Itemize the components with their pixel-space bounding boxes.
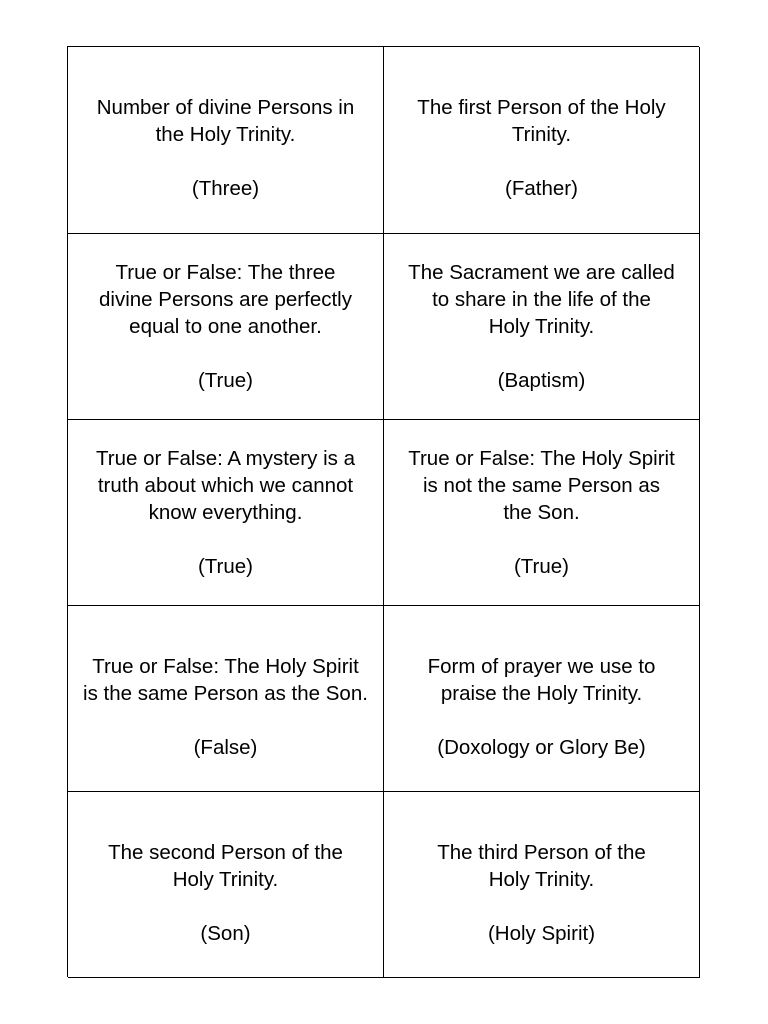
card-question: True or False: The Holy Spirit is not the same Person as the Son. (408, 447, 675, 524)
card-answer: (Father) (505, 177, 578, 200)
card-answer: (False) (193, 735, 258, 759)
card-question: True or False: The Holy Spirit is the same Person as the Son. (83, 654, 368, 705)
card-question: True or False: A mystery is a truth about which we cannot know everything. (96, 447, 355, 524)
card-question: The second Person of the Holy Trinity. (108, 840, 343, 891)
card-answer: (Holy Spirit) (487, 921, 596, 945)
card-question: The third Person of the Holy Trinity. (437, 840, 646, 891)
flashcard-5 (68, 420, 384, 606)
card-question: The Sacrament we are called to share in the life of the Holy Trinity. (408, 261, 675, 338)
flashcard-7 (68, 606, 384, 792)
card-question: True or False: The three divine Persons are perfectly equal to one another. (99, 261, 352, 338)
card-question: The first Person of the Holy Trinity. (417, 96, 666, 146)
flashcard-1 (68, 47, 384, 234)
flashcard-8 (384, 606, 700, 792)
card-answer: (True) (197, 555, 254, 578)
flashcard-sheet (67, 46, 699, 977)
flashcard-4 (384, 234, 700, 420)
card-answer: (Baptism) (497, 369, 586, 392)
flashcard-9 (68, 792, 384, 978)
card-answer: (True) (513, 555, 570, 578)
card-answer: (True) (197, 369, 254, 392)
card-question: Form of prayer we use to praise the Holy Trinity. (427, 654, 656, 705)
card-question: Number of divine Persons in the Holy Trinity. (96, 96, 355, 146)
card-answer: (Son) (200, 921, 251, 945)
flashcard-10 (384, 792, 700, 978)
card-answer: (Three) (191, 177, 260, 200)
card-answer: (Doxology or Glory Be) (437, 735, 646, 759)
flashcard-3 (68, 234, 384, 420)
flashcard-6 (384, 420, 700, 606)
flashcard-2 (384, 47, 700, 234)
